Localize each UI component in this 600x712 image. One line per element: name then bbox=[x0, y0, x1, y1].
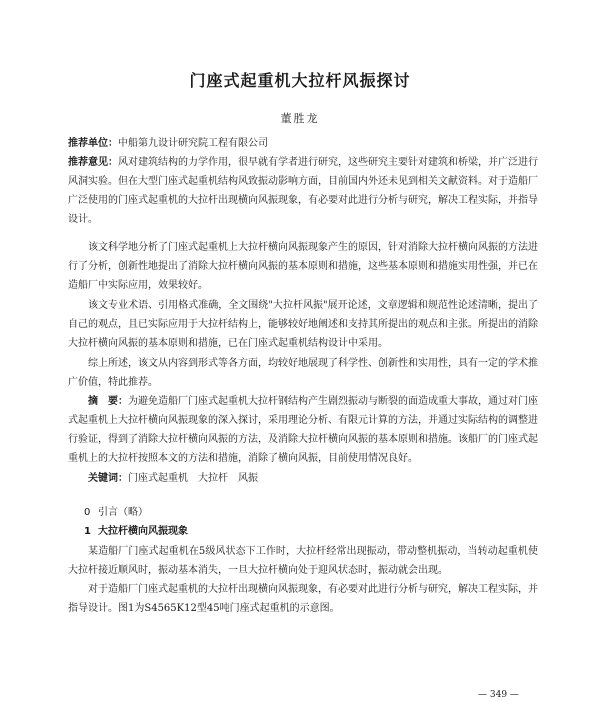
recommendation-paragraph-4: 综上所述，该文从内容到形式等各方面，均较好地展现了科学性、创新性和实用性，具有一定的学术推广价值，特此推荐。 bbox=[68, 358, 538, 388]
recommendation-paragraph-3: 该文专业术语、引用格式准确，全文围绕"大拉杆风振"展开论述，文章逻辑和规范性论述清晰，提出了自己的观点，且已实际应用于大拉杆结构上，能够较好地阐述和支持其所提出的观点和主张。所提出的消除大拉杆横向风振的基本原则和措施，已在门座式起重机结构设计中采用。 bbox=[68, 300, 538, 349]
recommendation-text-1: 风对建筑结构的力学作用，很早就有学者进行研究，这些研究主要针对建筑和桥梁，并广泛进行风洞实验。但在大型门座式起重机结构风致振动影响方面，目前国内外还未见到相关文献资料。对于造船厂广泛使用的门座式起重机的大拉杆出现横向风振现象，有必要对此进行分析与研究，解决工程实际，并指导设计。 bbox=[68, 157, 538, 225]
body-paragraph-1: 某造船厂门座式起重机在5级风状态下工作时，大拉杆经常出现振动，带动整机振动，当转动起重机使大拉杆接近顺风时，振动基本消失，一旦大拉杆横向处于迎风状态时，振动就会出现。 bbox=[68, 546, 538, 576]
recommendation-label: 推荐意见： bbox=[68, 157, 118, 168]
recommending-unit-label: 推荐单位： bbox=[68, 138, 118, 149]
recommendation-paragraph-2: 该文科学地分析了门座式起重机上大拉杆横向风振现象产生的原因，针对消除大拉杆横向风振的方法进行了分析，创新性地提出了消除大拉杆横向风振的基本原则和措施，这些基本原则和措施实用性强，并已在造船厂中实际应用，效果较好。 bbox=[68, 242, 538, 291]
page-number: — 349 — bbox=[478, 690, 519, 700]
author-name: 董胜龙 bbox=[280, 112, 320, 125]
keywords-label: 关键词： bbox=[88, 473, 128, 484]
section-title: 大拉杆横向风振现象 bbox=[98, 526, 188, 537]
abstract-text: 为避免造船厂门座式起重机大拉杆钢结构产生剧烈振动与断裂的面造成重大事故，通过对门座式起重机上大拉杆横向风振现象的深入探讨，采用理论分析、有限元计算的方法，并通过实际结构的调整进行验证，得到了消除大拉杆横向风振的方法，及消除大拉杆横向风振的基本原则和措施。该船厂的门座式起重机上的大拉杆按照本文的方法和措施，消除了横向风振，目前使用情况良好。 bbox=[68, 396, 538, 464]
abstract bbox=[68, 392, 538, 468]
keywords-text: 门座式起重机 大拉杆 风振 bbox=[128, 473, 258, 484]
body-paragraph-2: 对于造船厂门座式起重机的大拉杆出现横向风振现象，有必要对此进行分析与研究，解决工程实际，并指导设计。图1为S4565K12型45吨门座式起重机的示意图。 bbox=[68, 584, 538, 614]
recommending-unit-text: 中船第九设计研究院工程有限公司 bbox=[118, 138, 268, 149]
section-title: 引言（略） bbox=[98, 507, 148, 518]
article-title: 门座式起重机大拉杆风振探讨 bbox=[189, 71, 411, 90]
recommending-unit bbox=[68, 134, 538, 153]
section-heading-intro bbox=[84, 503, 148, 518]
section-number: 0 bbox=[84, 507, 91, 518]
keywords bbox=[68, 469, 538, 488]
section-heading-1 bbox=[84, 522, 188, 537]
abstract-label: 摘 要： bbox=[88, 396, 128, 407]
recommendation-paragraph-1 bbox=[68, 153, 538, 229]
section-number: 1 bbox=[84, 526, 91, 537]
